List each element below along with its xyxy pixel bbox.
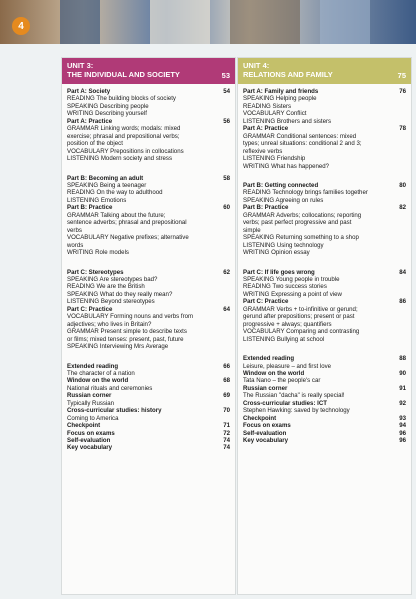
toc-text: Typically Russian bbox=[67, 399, 115, 407]
unit-3-column bbox=[61, 57, 236, 595]
toc-text: verbs; past perfect progressive and past bbox=[243, 219, 352, 227]
toc-text: The character of a nation bbox=[67, 369, 135, 377]
toc-text: SPEAKING What do they really mean? bbox=[67, 290, 173, 298]
toc-section-heading bbox=[67, 437, 230, 444]
toc-section-heading bbox=[67, 407, 230, 414]
toc-entry bbox=[243, 155, 406, 162]
toc-text: LISTENING Using technology bbox=[243, 241, 324, 249]
toc-text: SPEAKING Describing people bbox=[67, 102, 149, 110]
toc-text: Cross-curricular studies: ICT bbox=[243, 399, 327, 407]
toc-entry bbox=[67, 321, 230, 328]
toc-text: SPEAKING Young people in trouble bbox=[243, 275, 340, 283]
toc-page-number: 64 bbox=[223, 305, 230, 313]
toc-section-heading bbox=[243, 88, 406, 95]
toc-page-number: 96 bbox=[399, 437, 406, 445]
toc-section-heading bbox=[67, 118, 230, 125]
toc-page-number: 68 bbox=[223, 377, 230, 385]
toc-page-number: 74 bbox=[223, 437, 230, 445]
toc-entry bbox=[67, 110, 230, 117]
toc-text: GRAMMAR Present simple to describe texts bbox=[67, 328, 187, 336]
toc-entry bbox=[243, 283, 406, 290]
toc-section-heading bbox=[243, 204, 406, 211]
toc-entry bbox=[67, 219, 230, 226]
toc-page-number: 70 bbox=[223, 407, 230, 415]
toc-text: Coming to America bbox=[67, 414, 119, 422]
toc-text: LISTENING Emotions bbox=[67, 196, 127, 204]
toc-text: Russian corner bbox=[243, 384, 288, 392]
toc-entry bbox=[243, 118, 406, 125]
toc-text: LISTENING Modern society and stress bbox=[67, 155, 172, 163]
unit-3-page: 53 bbox=[221, 71, 230, 80]
toc-text: Checkpoint bbox=[67, 422, 101, 430]
toc-text: LISTENING Brothers and sisters bbox=[243, 117, 332, 125]
toc-page-number: 94 bbox=[399, 422, 406, 430]
toc-entry bbox=[243, 407, 406, 414]
banner-photo-segment bbox=[230, 0, 300, 44]
toc-section-heading bbox=[243, 269, 406, 276]
toc-section-heading bbox=[243, 298, 406, 305]
toc-text: WRITING Role models bbox=[67, 249, 129, 257]
toc-section-heading bbox=[243, 355, 406, 362]
toc-page-number: 82 bbox=[399, 204, 406, 212]
toc-text: WRITING Expressing a point of view bbox=[243, 290, 342, 298]
toc-text: Stephen Hawking: saved by technology bbox=[243, 407, 350, 415]
toc-text: SPEAKING Interviewing Mrs Average bbox=[67, 343, 169, 351]
toc-section-heading bbox=[67, 204, 230, 211]
unit-4-label: UNIT 4: bbox=[243, 61, 270, 70]
unit-4-column bbox=[237, 57, 412, 595]
toc-entry bbox=[243, 95, 406, 102]
toc-entry bbox=[67, 313, 230, 320]
toc-text: Part C: Practice bbox=[243, 298, 289, 306]
toc-entry bbox=[67, 133, 230, 140]
toc-text: READING Technology brings families together bbox=[243, 189, 368, 197]
toc-page-number: 93 bbox=[399, 414, 406, 422]
toc-entry bbox=[243, 110, 406, 117]
toc-page-number: 84 bbox=[399, 268, 406, 276]
toc-section-heading bbox=[67, 444, 230, 451]
unit-3-label: UNIT 3: bbox=[67, 61, 94, 70]
toc-text: READING We are the British bbox=[67, 283, 145, 291]
toc-text: sentence adverbs; phrasal and prepositional bbox=[67, 219, 187, 227]
section-gap bbox=[243, 343, 406, 355]
toc-text: Window on the world bbox=[67, 377, 129, 385]
toc-text: SPEAKING Agreeing on rules bbox=[243, 196, 324, 204]
toc-text: Leisure, pleasure – and first love bbox=[243, 362, 332, 370]
toc-entry bbox=[67, 400, 230, 407]
toc-section-heading bbox=[243, 182, 406, 189]
toc-text: Part A: Practice bbox=[243, 125, 289, 133]
toc-entry bbox=[67, 182, 230, 189]
toc-section-heading bbox=[243, 385, 406, 392]
section-gap bbox=[243, 170, 406, 182]
toc-entry bbox=[243, 103, 406, 110]
toc-entry bbox=[67, 328, 230, 335]
toc-page-number: 69 bbox=[223, 392, 230, 400]
toc-page-number: 60 bbox=[223, 204, 230, 212]
toc-text: GRAMMAR Conditional sentences: mixed bbox=[243, 132, 357, 140]
toc-text: VOCABULARY Comparing and contrasting bbox=[243, 328, 360, 336]
toc-section-heading bbox=[67, 88, 230, 95]
toc-text: National rituals and ceremonies bbox=[67, 384, 153, 392]
toc-text: Part C: Practice bbox=[67, 305, 113, 313]
header-photo-banner bbox=[0, 0, 416, 44]
unit-4-header bbox=[238, 58, 411, 84]
toc-page-number: 58 bbox=[223, 174, 230, 182]
unit-4-contents bbox=[238, 84, 411, 448]
toc-text: GRAMMAR Adverbs; collocations; reporting bbox=[243, 211, 362, 219]
toc-entry bbox=[67, 140, 230, 147]
toc-text: Key vocabulary bbox=[67, 444, 113, 452]
toc-text: READING Sisters bbox=[243, 102, 292, 110]
toc-entry bbox=[243, 363, 406, 370]
toc-entry bbox=[67, 212, 230, 219]
toc-text: WRITING Describing yourself bbox=[67, 110, 147, 118]
toc-page-number: 78 bbox=[399, 125, 406, 133]
toc-text: Part B: Becoming an adult bbox=[67, 174, 144, 182]
toc-text: position of the object bbox=[67, 140, 123, 148]
toc-entry bbox=[243, 234, 406, 241]
toc-text: Part B: Getting connected bbox=[243, 181, 319, 189]
toc-text: types; unreal situations: conditional 2 and 3; bbox=[243, 140, 362, 148]
toc-page-number: 96 bbox=[399, 429, 406, 437]
toc-text: progressive + always; quantifiers bbox=[243, 320, 332, 328]
toc-entry bbox=[67, 343, 230, 350]
toc-section-heading bbox=[243, 415, 406, 422]
toc-entry bbox=[243, 163, 406, 170]
toc-text: WRITING Opinion essay bbox=[243, 249, 310, 257]
toc-entry bbox=[67, 336, 230, 343]
page-number-badge: 4 bbox=[12, 17, 30, 35]
toc-page-number: 74 bbox=[223, 444, 230, 452]
toc-entry bbox=[67, 155, 230, 162]
toc-text: simple bbox=[243, 226, 261, 234]
toc-entry bbox=[243, 242, 406, 249]
toc-text: Focus on exams bbox=[67, 429, 115, 437]
toc-page-number: 72 bbox=[223, 429, 230, 437]
toc-section-heading bbox=[67, 363, 230, 370]
toc-entry bbox=[243, 133, 406, 140]
section-gap bbox=[67, 351, 230, 363]
section-gap bbox=[67, 257, 230, 269]
toc-text: Part A: Practice bbox=[67, 117, 113, 125]
toc-text: VOCABULARY Forming nouns and verbs from bbox=[67, 313, 194, 321]
toc-section-heading bbox=[67, 392, 230, 399]
toc-entry bbox=[243, 336, 406, 343]
toc-text: GRAMMAR Talking about the future; bbox=[67, 211, 166, 219]
toc-text: or films; mixed tenses: present, past, future bbox=[67, 335, 184, 343]
toc-text: GRAMMAR Verbs + to-infinitive or gerund; bbox=[243, 305, 358, 313]
toc-text: LISTENING Friendship bbox=[243, 155, 306, 163]
unit-3-header bbox=[62, 58, 235, 84]
toc-text: Self-evaluation bbox=[67, 437, 111, 445]
toc-entry bbox=[67, 298, 230, 305]
toc-text: Cross-curricular studies: history bbox=[67, 407, 162, 415]
toc-text: adjectives; who lives in Britain? bbox=[67, 320, 152, 328]
toc-text: READING The building blocks of society bbox=[67, 95, 176, 103]
toc-entry bbox=[243, 219, 406, 226]
toc-entry bbox=[67, 148, 230, 155]
toc-text: LISTENING Bullying at school bbox=[243, 335, 325, 343]
toc-text: Part B: Practice bbox=[67, 204, 113, 212]
toc-text: Part C: Stereotypes bbox=[67, 268, 124, 276]
toc-text: SPEAKING Are stereotypes bad? bbox=[67, 275, 158, 283]
toc-entry bbox=[67, 197, 230, 204]
toc-section-heading bbox=[243, 400, 406, 407]
toc-entry bbox=[67, 234, 230, 241]
toc-entry bbox=[67, 415, 230, 422]
toc-text: SPEAKING Returning something to a shop bbox=[243, 234, 359, 242]
unit-3-title: THE INDIVIDUAL AND SOCIETY bbox=[67, 70, 180, 79]
toc-section-heading bbox=[243, 437, 406, 444]
toc-page-number: 76 bbox=[399, 88, 406, 95]
toc-page-number: 62 bbox=[223, 268, 230, 276]
toc-entry bbox=[67, 95, 230, 102]
toc-section-heading bbox=[243, 125, 406, 132]
toc-section-heading bbox=[243, 430, 406, 437]
toc-text: VOCABULARY Conflict bbox=[243, 110, 307, 118]
toc-text: exercise; phrasal and prepositional verbs; bbox=[67, 132, 180, 140]
toc-text: READING Two success stories bbox=[243, 283, 327, 291]
toc-entry bbox=[243, 392, 406, 399]
toc-page-number: 88 bbox=[399, 355, 406, 363]
section-gap bbox=[67, 163, 230, 175]
toc-entry bbox=[243, 189, 406, 196]
toc-entry bbox=[243, 148, 406, 155]
toc-page-number: 66 bbox=[223, 362, 230, 370]
toc-text: verbs bbox=[67, 226, 82, 234]
toc-entry bbox=[243, 313, 406, 320]
toc-entry bbox=[243, 227, 406, 234]
toc-entry bbox=[243, 377, 406, 384]
toc-text: reflexive verbs bbox=[243, 147, 283, 155]
toc-text: Extended reading bbox=[67, 362, 119, 370]
toc-entry bbox=[243, 276, 406, 283]
banner-photo-segment bbox=[320, 0, 370, 44]
toc-text: WRITING What has happened? bbox=[243, 162, 330, 170]
toc-section-heading bbox=[67, 269, 230, 276]
toc-section-heading bbox=[67, 377, 230, 384]
toc-entry bbox=[67, 227, 230, 234]
toc-text: Checkpoint bbox=[243, 414, 277, 422]
toc-entry bbox=[67, 125, 230, 132]
toc-text: Part A: Family and friends bbox=[243, 88, 319, 95]
toc-page-number: 91 bbox=[399, 384, 406, 392]
toc-entry bbox=[243, 249, 406, 256]
toc-page-number: 92 bbox=[399, 399, 406, 407]
toc-entry bbox=[67, 370, 230, 377]
toc-text: SPEAKING Helping people bbox=[243, 95, 317, 103]
toc-text: READING On the way to adulthood bbox=[67, 189, 163, 197]
toc-entry bbox=[67, 385, 230, 392]
toc-entry bbox=[243, 321, 406, 328]
toc-text: Part C: If life goes wrong bbox=[243, 268, 315, 276]
toc-section-heading bbox=[67, 430, 230, 437]
toc-section-heading bbox=[67, 175, 230, 182]
unit-4-page: 75 bbox=[397, 71, 406, 80]
banner-photo-segment bbox=[60, 0, 100, 44]
toc-section-heading bbox=[243, 422, 406, 429]
toc-text: Tata Nano – the people's car bbox=[243, 377, 321, 385]
banner-photo-segment bbox=[150, 0, 210, 44]
toc-entry bbox=[243, 197, 406, 204]
toc-text: LISTENING Beyond stereotypes bbox=[67, 298, 155, 306]
toc-text: Window on the world bbox=[243, 369, 305, 377]
toc-text: words bbox=[67, 241, 84, 249]
toc-entry bbox=[67, 103, 230, 110]
toc-text: Key vocabulary bbox=[243, 437, 289, 445]
toc-text: SPEAKING Being a teenager bbox=[67, 181, 147, 189]
toc-entry bbox=[67, 291, 230, 298]
toc-page-number: 54 bbox=[223, 88, 230, 95]
toc-text: Part B: Practice bbox=[243, 204, 289, 212]
toc-entry bbox=[67, 249, 230, 256]
toc-text: Russian corner bbox=[67, 392, 112, 400]
toc-section-heading bbox=[67, 422, 230, 429]
toc-text: VOCABULARY Negative prefixes; alternative bbox=[67, 234, 189, 242]
toc-page-number: 90 bbox=[399, 369, 406, 377]
section-gap bbox=[243, 257, 406, 269]
toc-entry bbox=[67, 189, 230, 196]
toc-entry bbox=[243, 212, 406, 219]
toc-text: gerund after prepositions; present or past bbox=[243, 313, 355, 321]
toc-entry bbox=[243, 140, 406, 147]
toc-entry bbox=[67, 276, 230, 283]
toc-entry bbox=[243, 291, 406, 298]
toc-page-number: 71 bbox=[223, 422, 230, 430]
toc-section-heading bbox=[67, 306, 230, 313]
toc-page-number: 56 bbox=[223, 117, 230, 125]
toc-page-number: 86 bbox=[399, 298, 406, 306]
unit-3-contents bbox=[62, 84, 235, 456]
toc-text: Self-evaluation bbox=[243, 429, 287, 437]
toc-text: Part A: Society bbox=[67, 88, 111, 95]
toc-entry bbox=[67, 242, 230, 249]
unit-4-title: RELATIONS AND FAMILY bbox=[243, 70, 333, 79]
toc-text: VOCABULARY Prepositions in collocations bbox=[67, 147, 184, 155]
toc-text: Extended reading bbox=[243, 355, 295, 363]
toc-text: GRAMMAR Linking words; modals: mixed bbox=[67, 125, 181, 133]
toc-entry bbox=[67, 283, 230, 290]
toc-section-heading bbox=[243, 370, 406, 377]
toc-text: The Russian "dacha" is really special! bbox=[243, 392, 345, 400]
toc-page-number: 80 bbox=[399, 181, 406, 189]
toc-entry bbox=[243, 328, 406, 335]
toc-entry bbox=[243, 306, 406, 313]
toc-text: Focus on exams bbox=[243, 422, 291, 430]
